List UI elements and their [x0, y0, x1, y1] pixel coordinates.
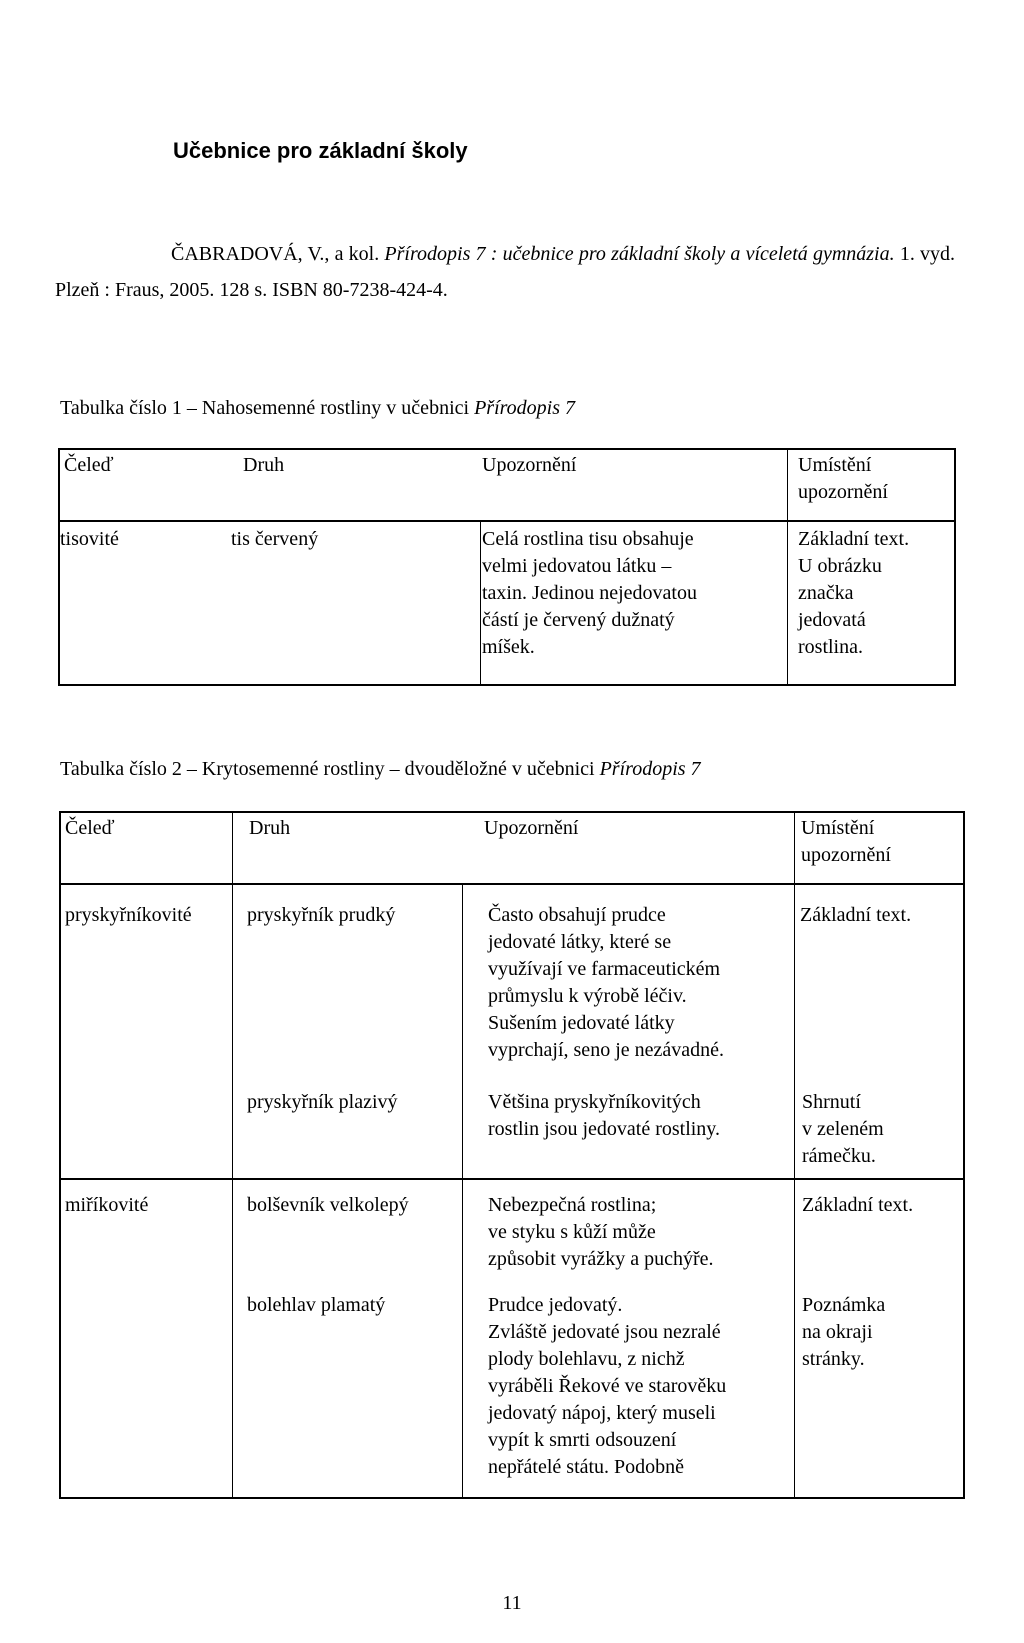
table2-cell-upozorneni: Většina pryskyřníkovitých rostlin jsou jedovaté rostliny. — [488, 1091, 721, 1140]
table2-group-divider — [61, 1178, 963, 1180]
table2 — [59, 811, 965, 1499]
table1-column-divider — [480, 520, 481, 686]
citation-details: 1. vyd. Plzeň : Fraus, 2005. 128 s. ISBN 80-7238-424-4. — [55, 243, 956, 301]
table2-column-divider — [462, 883, 463, 1499]
table2-column-divider — [232, 813, 233, 1499]
table2-cell-umisteni: Základní text. — [800, 904, 912, 926]
table2-cell-druh: bolehlav plamatý — [247, 1294, 386, 1316]
citation-authors: ČABRADOVÁ, V., a kol. — [171, 243, 380, 265]
table1-cell-umisteni: Základní text. U obrázku značka jedovatá rostlina. — [798, 528, 910, 658]
table2-cell-celed: pryskyřníkovité — [65, 904, 192, 926]
table2-caption-book: Přírodopis 7 — [599, 758, 701, 780]
table2-cell-upozorneni: Nebezpečná rostlina; ve styku s kůží může způsobit vyrážky a puchýře. — [488, 1194, 714, 1270]
table1 — [58, 448, 956, 686]
table2-cell-druh: pryskyřník prudký — [247, 904, 396, 926]
table1-column-divider — [787, 450, 788, 686]
table2-cell-umisteni: Shrnutí v zeleném rámečku. — [802, 1091, 884, 1167]
table1-header-divider — [60, 520, 954, 522]
citation-title: Přírodopis 7 : učebnice pro základní školy a víceletá gymnázia. — [384, 243, 895, 265]
table2-cell-druh: bolševník velkolepý — [247, 1194, 409, 1216]
table1-header-druh: Druh — [243, 454, 285, 476]
table2-header-upozorneni: Upozornění — [484, 817, 579, 839]
book-citation — [55, 236, 955, 308]
page-heading: Učebnice pro základní školy — [173, 138, 468, 163]
table1-cell-upozorneni: Celá rostlina tisu obsahuje velmi jedovatou látku – taxin. Jedinou nejedovatou částí je červený dužnatý míšek. — [482, 528, 697, 658]
table2-caption — [60, 758, 701, 781]
table2-cell-celed: miříkovité — [65, 1194, 149, 1216]
table2-cell-umisteni: Základní text. — [802, 1194, 914, 1216]
table1-caption-book: Přírodopis 7 — [474, 397, 575, 419]
table2-header-divider — [61, 883, 963, 885]
table2-cell-upozorneni: Často obsahují prudce jedovaté látky, které se využívají ve farmaceutickém průmyslu k výrobě léčiv. Sušením jedovaté látky vyprchají, seno je nezávadné. — [488, 904, 725, 1061]
table2-header-druh: Druh — [249, 817, 291, 839]
table2-cell-umisteni: Poznámka na okraji stránky. — [802, 1294, 886, 1370]
table1-cell-druh: tis červený — [231, 528, 319, 550]
table1-header-umisteni: Umístění upozornění — [798, 454, 888, 503]
table1-caption-prefix: Tabulka číslo 1 – Nahosemenné rostliny v učebnici — [60, 397, 470, 419]
table2-cell-upozorneni: Prudce jedovatý. Zvláště jedovaté jsou nezralé plody bolehlavu, z nichž vyráběli Řekové ve starověku jedovatý nápoj, který museli vypít k smrti odsouzení nepřátelé státu. Podobně — [488, 1294, 727, 1478]
table2-caption-prefix: Tabulka číslo 2 – Krytosemenné rostliny – dvouděložné v učebnici — [60, 758, 595, 780]
table2-column-divider — [794, 813, 795, 1499]
table1-cell-celed: tisovité — [60, 528, 119, 550]
table1-header-upozorneni: Upozornění — [482, 454, 577, 476]
page-number: 11 — [502, 1592, 522, 1614]
table1-header-celed: Čeleď — [64, 454, 114, 476]
table2-header-celed: Čeleď — [65, 817, 115, 839]
table2-cell-druh: pryskyřník plazivý — [247, 1091, 398, 1113]
table1-caption — [60, 397, 575, 420]
table2-header-umisteni: Umístění upozornění — [801, 817, 891, 866]
